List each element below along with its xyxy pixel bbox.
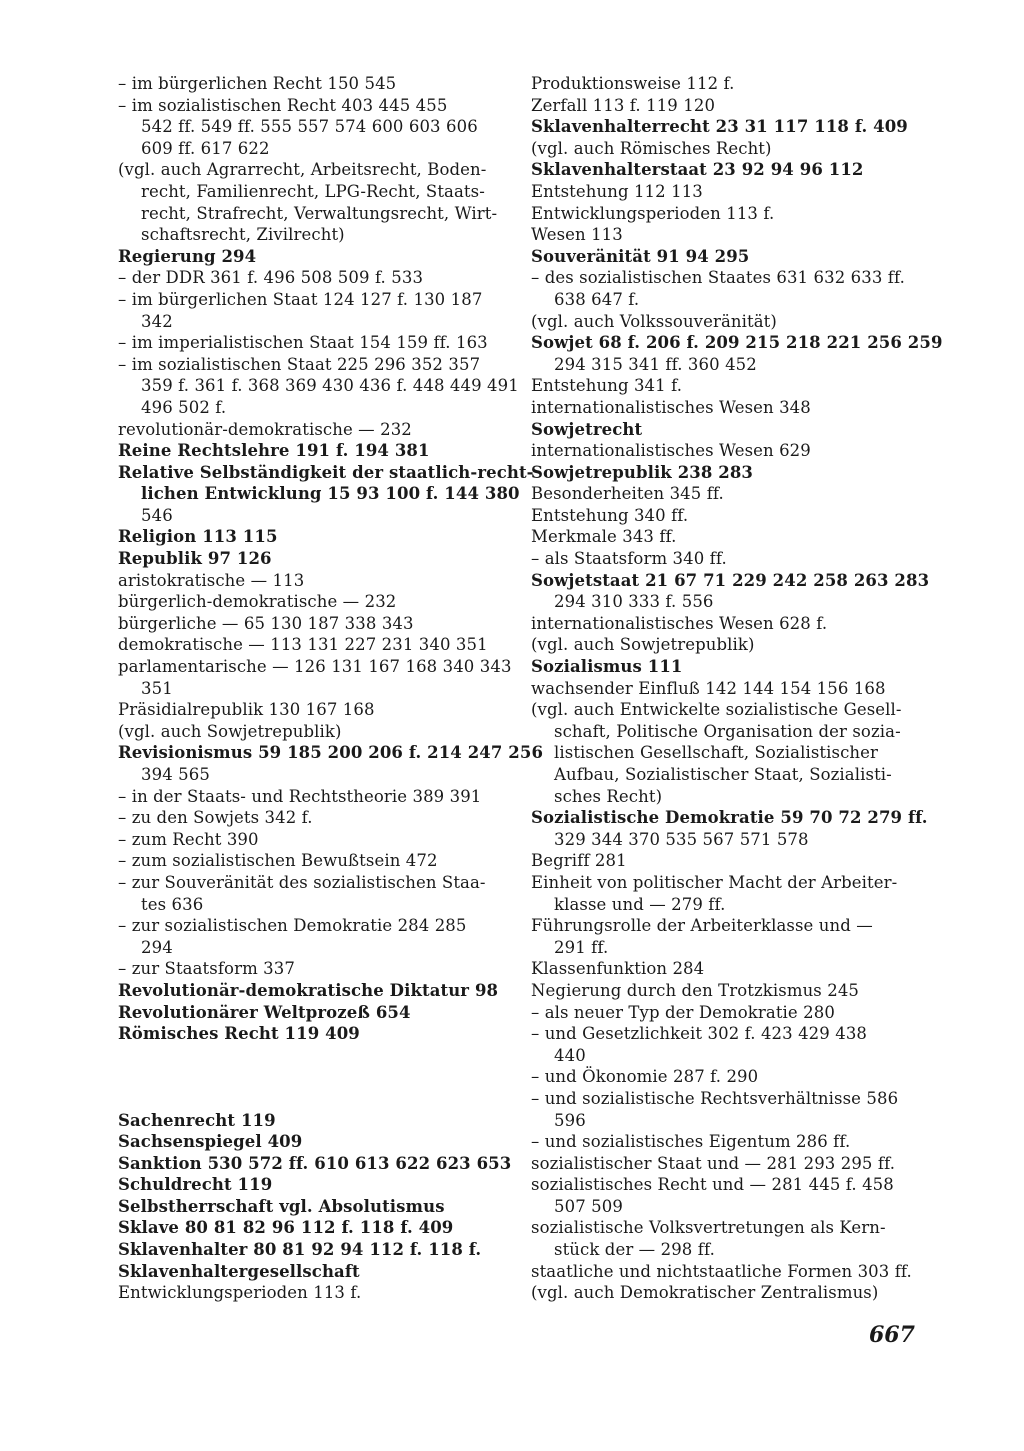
index-entry: revolutionär-demokratische — 232 <box>118 419 412 439</box>
index-entry: Sozialistische Demokratie 59 70 72 279 ff. <box>531 808 928 828</box>
index-entry: Sklavenhalterstaat 23 92 94 96 112 <box>531 160 864 180</box>
index-entry: Regierung 294 <box>118 246 257 266</box>
index-entry: Sachsenspiegel 409 <box>118 1132 303 1152</box>
index-entry: Aufbau, Sozialistischer Staat, Sozialisti- <box>554 765 892 784</box>
index-entry: 351 <box>141 678 173 698</box>
index-entry: internationalistisches Wesen 629 <box>531 441 811 461</box>
index-entry: stück der — 298 ff. <box>554 1240 715 1260</box>
index-entry: 291 ff. <box>554 937 609 957</box>
index-entry: (vgl. auch Demokratischer Zentralismus) <box>531 1283 879 1303</box>
index-entry: Produktionsweise 112 f. <box>531 74 735 93</box>
index-entry: (vgl. auch Sowjetrepublik) <box>118 721 342 741</box>
index-entry: 596 <box>554 1110 586 1130</box>
index-entry: 440 <box>554 1045 586 1065</box>
index-entry: Religion 113 115 <box>118 527 278 547</box>
index-entry: bürgerlich-demokratische — 232 <box>118 592 397 612</box>
index-entry: – des sozialistischen Staates 631 632 633 ff. <box>531 268 905 288</box>
index-entry: 496 502 f. <box>141 397 227 417</box>
index-entry: – zu den Sowjets 342 f. <box>118 808 313 828</box>
index-entry: – zum sozialistischen Bewußtsein 472 <box>118 851 438 871</box>
index-entry: – und Gesetzlichkeit 302 f. 423 429 438 <box>531 1024 868 1044</box>
index-entry: sozialistischer Staat und — 281 293 295 ff. <box>531 1153 896 1173</box>
index-entry: – im sozialistischen Staat 225 296 352 357 <box>118 354 481 374</box>
index-entry: Republik 97 126 <box>118 549 272 569</box>
index-entry: schaft, Politische Organisation der sozia- <box>554 721 901 741</box>
index-entry: 294 310 333 f. 556 <box>554 592 714 612</box>
index-entry: recht, Strafrecht, Verwaltungsrecht, Wirt- <box>141 203 498 223</box>
index-entry: Begriff 281 <box>531 851 627 871</box>
index-entry: Souveränität 91 94 295 <box>531 246 750 266</box>
index-entry: Sklavenhalter 80 81 92 94 112 f. 118 f. <box>118 1240 482 1260</box>
index-entry: – als Staatsform 340 ff. <box>531 549 727 569</box>
index-entry: – im bürgerlichen Recht 150 545 <box>118 74 397 93</box>
index-entry: Sklavenhalterrecht 23 31 117 118 f. 409 <box>531 117 908 137</box>
index-entry: Revisionismus 59 185 200 206 f. 214 247 256 <box>118 743 544 763</box>
index-entry: staatliche und nichtstaatliche Formen 303 ff. <box>531 1261 912 1281</box>
index-entry: sozialistische Volksvertretungen als Kern- <box>531 1218 886 1238</box>
index-entry: lichen Entwicklung 15 93 100 f. 144 380 <box>141 484 520 504</box>
index-entry: – als neuer Typ der Demokratie 280 <box>531 1002 835 1022</box>
index-entry: (vgl. auch Agrarrecht, Arbeitsrecht, Boden- <box>118 160 487 180</box>
index-entry: Entstehung 341 f. <box>531 376 683 396</box>
index-entry: listischen Gesellschaft, Sozialistischer <box>554 743 878 763</box>
index-entry: Sowjetrecht <box>531 419 643 439</box>
index-entry: – zur Souveränität des sozialistischen Staa- <box>118 872 486 892</box>
index-entry: – zur Staatsform 337 <box>118 959 295 979</box>
index-entry: 329 344 370 535 567 571 578 <box>554 829 809 849</box>
index-entry: tes 636 <box>141 894 204 914</box>
index-entry: 609 ff. 617 622 <box>141 138 270 158</box>
index-entry: (vgl. auch Entwickelte sozialistische Gesell- <box>531 700 902 720</box>
index-entry: 342 <box>141 311 173 331</box>
index-entry: Revolutionärer Weltprozeß 654 <box>118 1002 411 1022</box>
index-entry: recht, Familienrecht, LPG-Recht, Staats- <box>141 181 485 201</box>
index-entry: Relative Selbständigkeit der staatlich-recht- <box>118 462 534 482</box>
index-column-right <box>531 73 943 1304</box>
index-entry: Selbstherrschaft vgl. Absolutismus <box>118 1196 445 1216</box>
index-column-left <box>118 73 544 1304</box>
index-entry: Entwicklungsperioden 113 f. <box>531 203 775 223</box>
index-entry: Sklave 80 81 82 96 112 f. 118 f. 409 <box>118 1218 454 1238</box>
index-entry: Entstehung 112 113 <box>531 181 703 201</box>
index-entry: – in der Staats- und Rechtstheorie 389 391 <box>118 786 482 806</box>
index-entry: bürgerliche — 65 130 187 338 343 <box>118 613 414 633</box>
index-entry: – und sozialistische Rechtsverhältnisse 586 <box>531 1088 899 1108</box>
index-entry: – im imperialistischen Staat 154 159 ff. 163 <box>118 333 488 353</box>
index-entry: 359 f. 361 f. 368 369 430 436 f. 448 449 491 <box>141 376 519 396</box>
index-entry: Reine Rechtslehre 191 f. 194 381 <box>118 441 430 461</box>
index-entry: Römisches Recht 119 409 <box>118 1024 360 1044</box>
section-gap <box>118 1066 506 1088</box>
index-entry: 294 315 341 ff. 360 452 <box>554 354 757 374</box>
index-entry: Zerfall 113 f. 119 120 <box>531 95 716 115</box>
index-entry: internationalistisches Wesen 348 <box>531 397 811 417</box>
index-entry: Entwicklungsperioden 113 f. <box>118 1283 362 1303</box>
index-entry: – zur sozialistischen Demokratie 284 285 <box>118 916 467 936</box>
index-entry: 546 <box>141 505 173 525</box>
index-entry: sches Recht) <box>554 786 663 806</box>
index-entry: demokratische — 113 131 227 231 340 351 <box>118 635 488 655</box>
index-entry: Präsidialrepublik 130 167 168 <box>118 700 375 720</box>
index-entry: Sanktion 530 572 ff. 610 613 622 623 653 <box>118 1153 512 1173</box>
index-entry: – im bürgerlichen Staat 124 127 f. 130 187 <box>118 289 483 309</box>
index-entry: 507 509 <box>554 1196 623 1216</box>
index-entry: Entstehung 340 ff. <box>531 505 689 525</box>
index-entry: Besonderheiten 345 ff. <box>531 484 724 504</box>
section-gap <box>118 1045 506 1067</box>
index-entry: Sowjet 68 f. 206 f. 209 215 218 221 256 259 <box>531 333 943 353</box>
section-gap <box>118 1088 506 1110</box>
page-number: 667 <box>869 1322 915 1348</box>
index-entry: Revolutionär-demokratische Diktatur 98 <box>118 980 499 1000</box>
index-entry: Einheit von politischer Macht der Arbeiter- <box>531 872 898 892</box>
index-entry: 638 647 f. <box>554 289 640 309</box>
index-entry: – im sozialistischen Recht 403 445 455 <box>118 95 448 115</box>
index-entry: Sowjetrepublik 238 283 <box>531 462 754 482</box>
index-entry: – zum Recht 390 <box>118 829 259 849</box>
index-entry: internationalistisches Wesen 628 f. <box>531 613 828 633</box>
index-entry: – der DDR 361 f. 496 508 509 f. 533 <box>118 268 424 288</box>
index-entry: Sklavenhaltergesellschaft <box>118 1261 360 1281</box>
index-entry: (vgl. auch Sowjetrepublik) <box>531 635 755 655</box>
index-entry: Führungsrolle der Arbeiterklasse und — <box>531 916 873 936</box>
index-entry: (vgl. auch Volkssouveränität) <box>531 311 777 331</box>
index-entry: (vgl. auch Römisches Recht) <box>531 138 772 158</box>
index-entry: parlamentarische — 126 131 167 168 340 343 <box>118 657 512 677</box>
index-entry: Schuldrecht 119 <box>118 1175 273 1195</box>
index-entry: Wesen 113 <box>531 225 623 245</box>
index-entry: Klassenfunktion 284 <box>531 959 705 979</box>
index-entry: 294 <box>141 937 173 957</box>
index-entry: 542 ff. 549 ff. 555 557 574 600 603 606 <box>141 117 478 137</box>
index-entry: sozialistisches Recht und — 281 445 f. 458 <box>531 1175 894 1195</box>
index-entry: Sowjetstaat 21 67 71 229 242 258 263 283 <box>531 570 930 590</box>
index-entry: Sachenrecht 119 <box>118 1110 276 1130</box>
index-entry: – und sozialistisches Eigentum 286 ff. <box>531 1132 851 1152</box>
index-entry: Sozialismus 111 <box>531 657 683 677</box>
index-entry: aristokratische — 113 <box>118 570 305 590</box>
index-entry: Negierung durch den Trotzkismus 245 <box>531 980 860 1000</box>
index-entry: klasse und — 279 ff. <box>554 894 726 914</box>
index-entry: – und Ökonomie 287 f. 290 <box>531 1067 759 1087</box>
index-entry: wachsender Einfluß 142 144 154 156 168 <box>531 678 886 698</box>
index-entry: 394 565 <box>141 765 210 784</box>
index-entry: schaftsrecht, Zivilrecht) <box>141 225 345 245</box>
index-entry: Merkmale 343 ff. <box>531 527 677 547</box>
